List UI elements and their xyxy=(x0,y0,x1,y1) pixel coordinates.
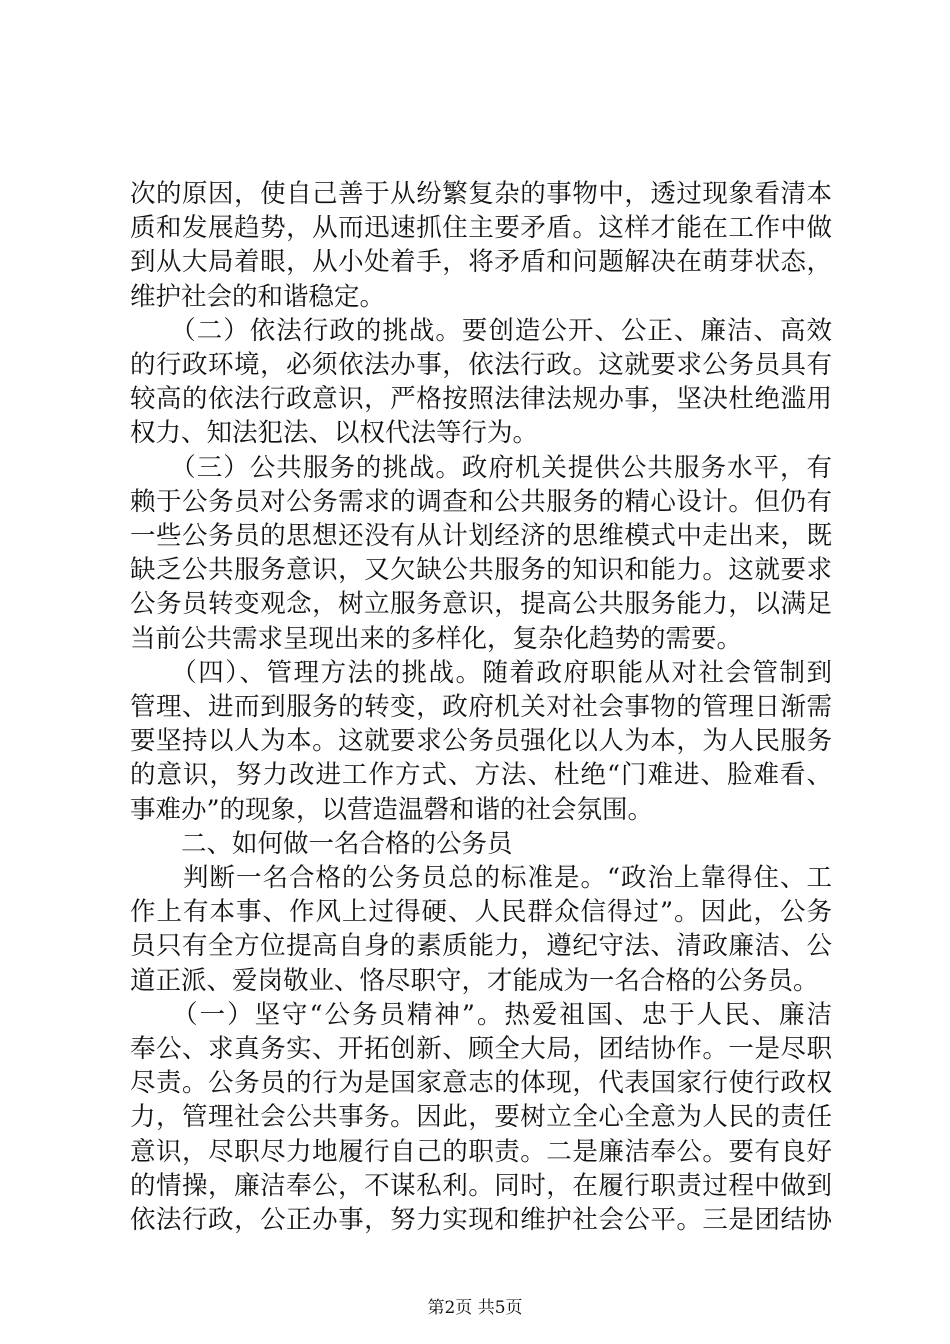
text-line: 员只有全方位提高自身的素质能力，遵纪守法、清政廉洁、公 xyxy=(130,931,832,962)
text-line: 要坚持以人为本。这就要求公务员强化以人为本，为人民服务 xyxy=(130,726,832,757)
text-line: 尽责。公务员的行为是国家意志的体现，代表国家行使行政权 xyxy=(130,1068,832,1099)
text-line: 事难办”的现象，以营造温磬和谐的社会氛围。 xyxy=(130,794,654,825)
text-line: 判断一名合格的公务员总的标准是。“政治上靠得住、工 xyxy=(130,863,832,893)
page-footer: 第2页 共5页 xyxy=(427,1298,523,1318)
text-line: 一些公务员的思想还没有从计划经济的思维模式中走出来，既 xyxy=(130,521,832,551)
text-line: 较高的依法行政意识，严格按照法律法规办事，坚决杜绝滥用 xyxy=(130,384,832,415)
text-line: 管理、进而到服务的转变，政府机关对社会事物的管理日渐需 xyxy=(130,692,832,722)
text-line: 到从大局着眼，从小处着手，将矛盾和问题解决在萌芽状态， xyxy=(130,247,832,278)
text-line: 依法行政，公正办事，努力实现和维护社会公平。三是团结协 xyxy=(130,1205,832,1235)
text-line: 赖于公务员对公务需求的调查和公共服务的精心设计。但仍有 xyxy=(130,486,832,517)
text-line: 维护社会的和谐稳定。 xyxy=(130,281,386,312)
text-line: （四）、管理方法的挑战。随着政府职能从对社会管制到 xyxy=(130,657,832,688)
text-line: 力，管理社会公共事务。因此，要树立全心全意为人民的责任 xyxy=(130,1102,832,1133)
text-line: 质和发展趋势，从而迅速抓住主要矛盾。这样才能在工作中做 xyxy=(130,213,832,244)
text-line: 的行政环境，必须依法办事，依法行政。这就要求公务员具有 xyxy=(130,350,832,380)
text-line: 缺乏公共服务意识，又欠缺公共服务的知识和能力。这就要求 xyxy=(130,555,832,586)
text-line: 作上有本事、作风上过得硬、人民群众信得过”。因此，公务 xyxy=(130,897,832,928)
text-line: （二）依法行政的挑战。要创造公开、公正、廉洁、高效 xyxy=(130,315,832,346)
text-line: 奉公、求真务实、开拓创新、顾全大局，团结协作。一是尽职 xyxy=(130,1034,832,1064)
text-line: 意识，尽职尽力地履行自己的职责。二是廉洁奉公。要有良好 xyxy=(130,1136,832,1167)
text-line: 道正派、爱岗敬业、恪尽职守，才能成为一名合格的公务员。 xyxy=(130,965,819,996)
text-line: （三）公共服务的挑战。政府机关提供公共服务水平，有 xyxy=(130,452,832,483)
section-heading: 二、如何做一名合格的公务员 xyxy=(130,828,513,859)
text-line: 权力、知法犯法、以权代法等行为。 xyxy=(130,418,539,449)
text-line: 的情操，廉洁奉公，不谋私利。同时，在履行职责过程中做到 xyxy=(130,1170,832,1201)
text-line: （一）坚守“公务员精神”。热爱祖国、忠于人民、廉洁 xyxy=(130,999,832,1030)
text-line: 当前公共需求呈现出来的多样化，复杂化趋势的需要。 xyxy=(130,623,743,654)
text-line: 公务员转变观念，树立服务意识，提高公共服务能力，以满足 xyxy=(130,589,832,620)
text-line: 次的原因，使自己善于从纷繁复杂的事物中，透过现象看清本 xyxy=(130,179,832,209)
text-line: 的意识，努力改进工作方式、方法、杜绝“门难进、脸难看、 xyxy=(130,760,832,791)
